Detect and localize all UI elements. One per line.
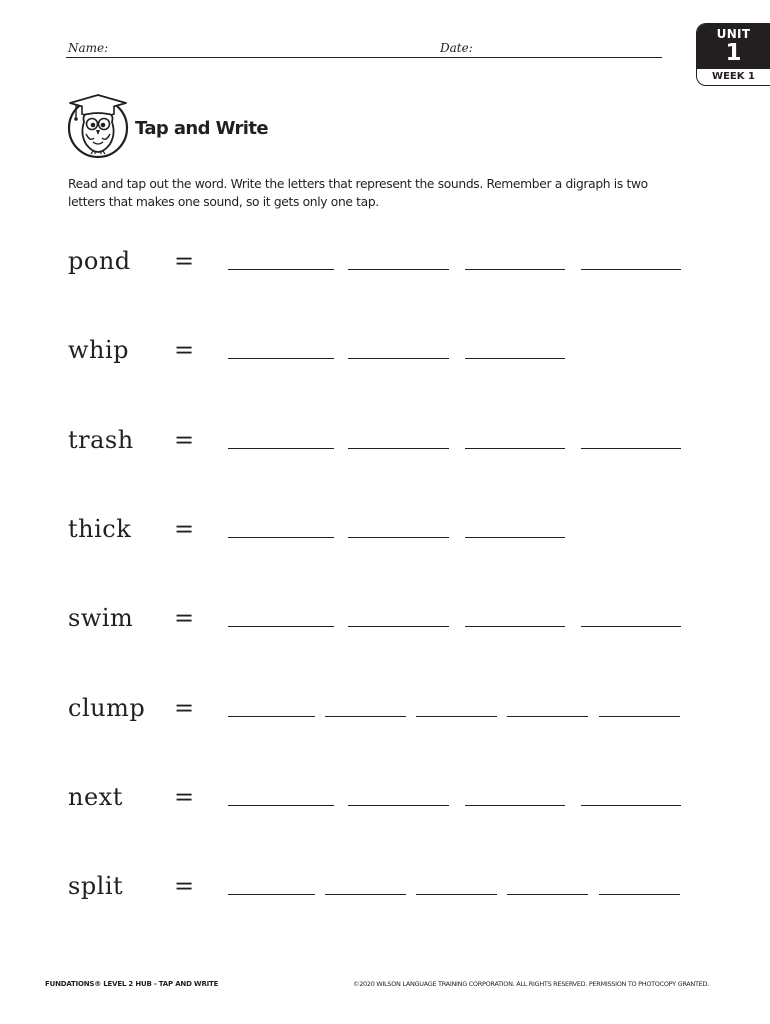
unit-tab xyxy=(696,23,770,86)
letter-blank-line[interactable] xyxy=(228,537,334,538)
letter-blank-line[interactable] xyxy=(228,358,334,359)
letter-blank-line[interactable] xyxy=(416,716,497,717)
letter-blank-line[interactable] xyxy=(465,626,565,627)
exercise-row xyxy=(0,425,770,465)
letter-blank-line[interactable] xyxy=(465,537,565,538)
exercise-word: next xyxy=(68,783,123,811)
letter-blank-line[interactable] xyxy=(465,358,565,359)
unit-number: 1 xyxy=(725,40,742,66)
letter-blank-line[interactable] xyxy=(465,448,565,449)
letter-blank-line[interactable] xyxy=(581,448,681,449)
equals-sign: = xyxy=(174,694,195,722)
unit-label: UNIT xyxy=(716,27,751,41)
equals-sign: = xyxy=(174,515,195,543)
exercise-word: trash xyxy=(68,426,134,454)
letter-blank-line[interactable] xyxy=(325,894,406,895)
exercise-row xyxy=(0,603,770,643)
letter-blank-line[interactable] xyxy=(416,894,497,895)
exercise-word: swim xyxy=(68,604,134,632)
letter-blank-line[interactable] xyxy=(581,805,681,806)
footer-right-text: ©2020 WILSON LANGUAGE TRAINING CORPORATION. ALL RIGHTS RESERVED. PERMISSION TO PHOTOCOPY GRANTED. xyxy=(353,980,709,988)
letter-blank-line[interactable] xyxy=(348,537,449,538)
letter-blank-line[interactable] xyxy=(325,716,406,717)
equals-sign: = xyxy=(174,783,195,811)
exercise-row xyxy=(0,246,770,286)
letter-blank-line[interactable] xyxy=(348,269,449,270)
letter-blank-line[interactable] xyxy=(348,805,449,806)
equals-sign: = xyxy=(174,604,195,632)
exercise-word: clump xyxy=(68,694,146,722)
footer-left-text: FUNDATIONS® LEVEL 2 HUB - TAP AND WRITE xyxy=(45,980,219,988)
letter-blank-line[interactable] xyxy=(507,716,588,717)
week-label: WEEK 1 xyxy=(712,71,755,82)
letter-blank-line[interactable] xyxy=(507,894,588,895)
letter-blank-line[interactable] xyxy=(599,716,680,717)
exercise-word: thick xyxy=(68,515,132,543)
letter-blank-line[interactable] xyxy=(228,626,334,627)
letter-blank-line[interactable] xyxy=(228,269,334,270)
exercise-word: pond xyxy=(68,247,131,275)
name-label: Name: xyxy=(68,41,109,55)
date-label: Date: xyxy=(440,41,473,55)
equals-sign: = xyxy=(174,336,195,364)
equals-sign: = xyxy=(174,247,195,275)
exercise-word: whip xyxy=(68,336,130,364)
letter-blank-line[interactable] xyxy=(228,805,334,806)
equals-sign: = xyxy=(174,426,195,454)
letter-blank-line[interactable] xyxy=(228,448,334,449)
page-title: Tap and Write xyxy=(135,118,268,139)
letter-blank-line[interactable] xyxy=(348,448,449,449)
letter-blank-line[interactable] xyxy=(581,269,681,270)
exercise-row xyxy=(0,693,770,733)
name-date-line xyxy=(66,57,662,58)
letter-blank-line[interactable] xyxy=(581,626,681,627)
letter-blank-line[interactable] xyxy=(228,894,315,895)
instructions-text: Read and tap out the word. Write the letters that represent the sounds. Remember a digraph is two letters that makes one sound, so it gets only one tap. xyxy=(68,177,648,209)
letter-blank-line[interactable] xyxy=(228,716,315,717)
exercise-row xyxy=(0,871,770,911)
letter-blank-line[interactable] xyxy=(348,358,449,359)
letter-blank-line[interactable] xyxy=(348,626,449,627)
equals-sign: = xyxy=(174,872,195,900)
owl-graduate-icon xyxy=(66,92,130,160)
letter-blank-line[interactable] xyxy=(599,894,680,895)
exercise-word: split xyxy=(68,872,124,900)
letter-blank-line[interactable] xyxy=(465,805,565,806)
unit-tab-top xyxy=(697,24,770,69)
letter-blank-line[interactable] xyxy=(465,269,565,270)
exercise-row xyxy=(0,514,770,554)
exercise-row xyxy=(0,335,770,375)
exercise-row xyxy=(0,782,770,822)
